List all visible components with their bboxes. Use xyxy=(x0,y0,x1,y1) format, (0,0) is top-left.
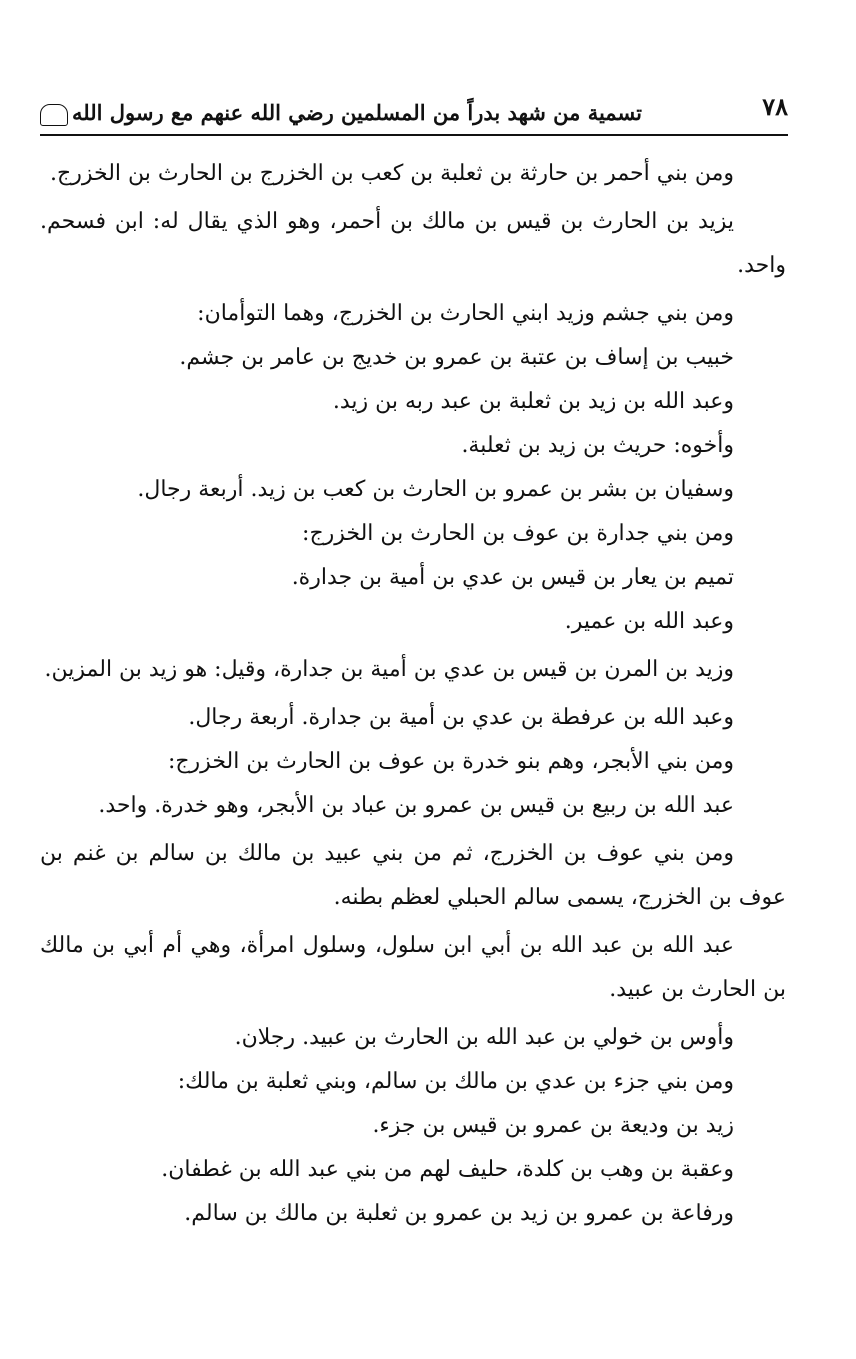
paragraph: تميم بن يعار بن قيس بن عدي بن أمية بن جدارة. xyxy=(291,565,734,590)
salawat-ligature-icon xyxy=(40,104,68,126)
paragraph: وأوس بن خولي بن عبد الله بن الحارث بن عبيد. رجلان. xyxy=(234,1025,734,1050)
paragraph: ومن بني الأبجر، وهم بنو خدرة بن عوف بن الحارث بن الخزرج: xyxy=(167,749,734,774)
running-title-text: تسمية من شهد بدراً من المسلمين رضي الله عنهم مع رسول الله xyxy=(72,100,643,125)
paragraph: ومن بني أحمر بن حارثة بن ثعلبة بن كعب بن الخزرج بن الحارث بن الخزرج. xyxy=(50,161,734,186)
paragraph: خبيب بن إساف بن عتبة بن عمرو بن خديج بن عامر بن جشم. xyxy=(179,345,734,370)
body-text xyxy=(40,148,786,1236)
page-header xyxy=(40,92,788,136)
paragraph: وسفيان بن بشر بن عمرو بن الحارث بن كعب بن زيد. أربعة رجال. xyxy=(137,477,734,502)
paragraph: وعبد الله بن عرفطة بن عدي بن أمية بن جدارة. أربعة رجال. xyxy=(188,705,734,730)
paragraph: عبد الله بن ربيع بن قيس بن عمرو بن عباد بن الأبجر، وهو خدرة. واحد. xyxy=(98,793,734,818)
paragraph: ومن بني عوف بن الخزرج، ثم من بني عبيد بن مالك بن سالم بن غنم بن عوف بن الخزرج، يسمى سالم الحبلي لعظم بطنه. xyxy=(40,841,786,910)
paragraph: زيد بن وديعة بن عمرو بن قيس بن جزء. xyxy=(372,1113,734,1138)
paragraph: وزيد بن المرن بن قيس بن عدي بن أمية بن جدارة، وقيل: هو زيد بن المزين. xyxy=(44,657,734,682)
paragraph: ورفاعة بن عمرو بن زيد بن عمرو بن ثعلبة بن مالك بن سالم. xyxy=(184,1201,734,1226)
paragraph: يزيد بن الحارث بن قيس بن مالك بن أحمر، وهو الذي يقال له: ابن فسحم. واحد. xyxy=(40,209,786,278)
running-title xyxy=(40,100,642,126)
paragraph: وعقبة بن وهب بن كلدة، حليف لهم من بني عبد الله بن غطفان. xyxy=(161,1157,734,1182)
paragraph: وأخوه: حريث بن زيد بن ثعلبة. xyxy=(461,433,734,458)
paragraph: ومن بني جدارة بن عوف بن الحارث بن الخزرج: xyxy=(302,521,734,546)
page-number: ٧٨ xyxy=(762,92,788,121)
paragraph: وعبد الله بن عمير. xyxy=(564,609,734,634)
paragraph: ومن بني جزء بن عدي بن مالك بن سالم، وبني ثعلبة بن مالك: xyxy=(177,1069,734,1094)
paragraph: وعبد الله بن زيد بن ثعلبة بن عبد ربه بن زيد. xyxy=(332,389,734,414)
paragraph: عبد الله بن عبد الله بن أبي ابن سلول، وسلول امرأة، وهي أم أبي بن مالك بن الحارث بن عبيد. xyxy=(40,933,786,1002)
paragraph: ومن بني جشم وزيد ابني الحارث بن الخزرج، وهما التوأمان: xyxy=(197,301,734,326)
